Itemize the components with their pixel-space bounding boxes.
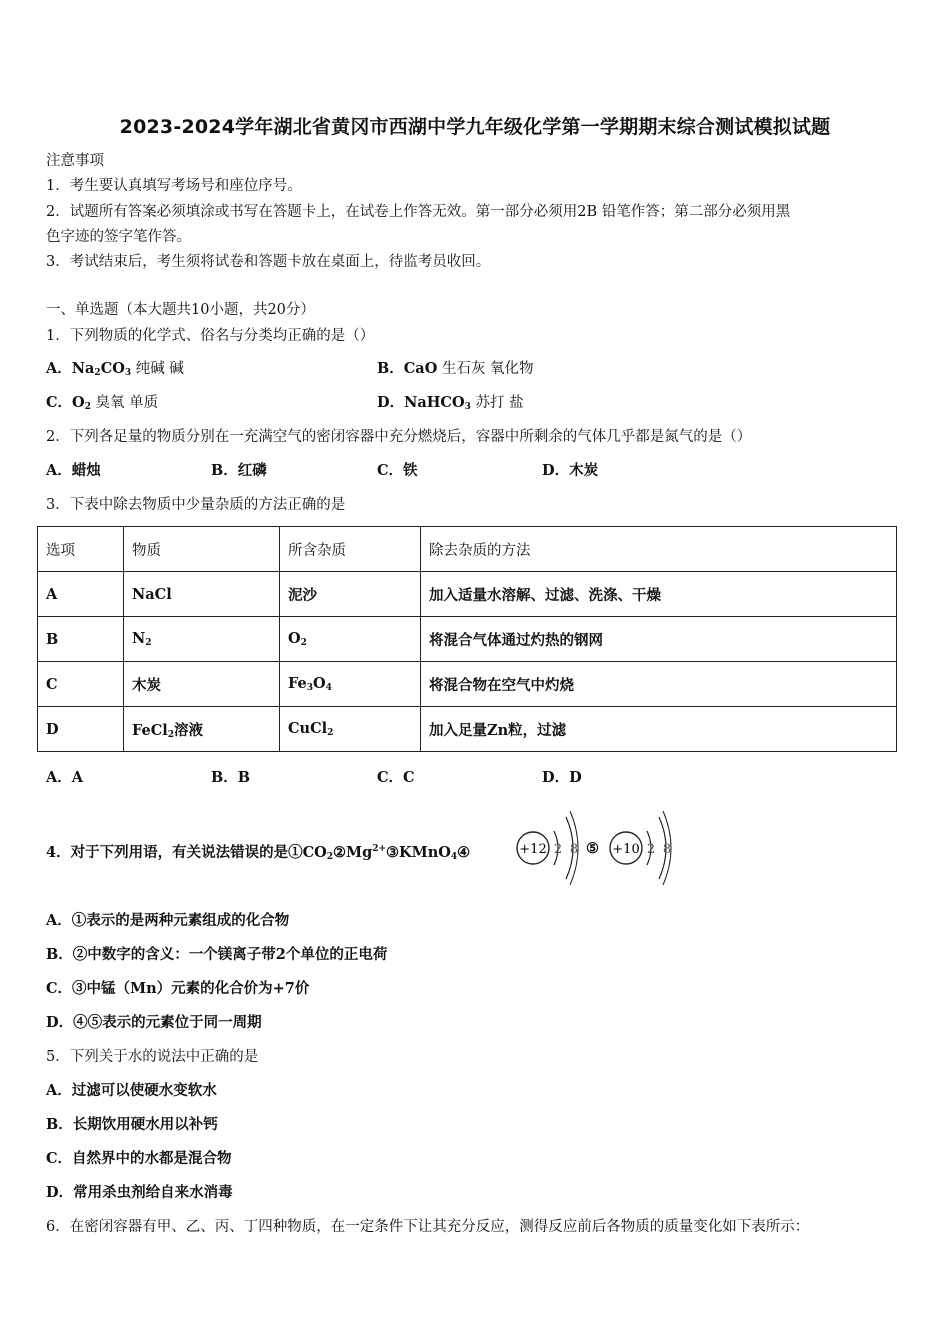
table-row	[38, 662, 897, 707]
atom-structure-diagram-1	[514, 805, 594, 891]
impurity-table	[37, 526, 897, 752]
question-4-stem: 4．对于下列用语，有关说法错误的是$①CO_2②Mg^{2+}③KMnO_4④$	[46, 844, 471, 862]
q3-option-d: D．D	[542, 769, 582, 786]
q5-option-b: B．长期饮用硬水用以补钙	[46, 1116, 218, 1133]
notice-item: 3．考试结束后，考生须将试卷和答题卡放在桌面上，待监考员收回。	[46, 254, 491, 270]
q3-option-b: B．B	[211, 769, 251, 786]
table-header-row	[38, 527, 897, 572]
q2-option-a: A．蜡烛	[46, 462, 101, 479]
question-5-stem: 5．下列关于水的说法中正确的是	[46, 1049, 259, 1065]
table-header-cell: 选项	[38, 527, 124, 572]
shell-electrons: 2	[646, 842, 656, 857]
table-row	[38, 707, 897, 752]
table-header-cell: 物质	[124, 527, 280, 572]
q1-option-b: B．CaO 生石灰 氧化物	[377, 360, 534, 377]
question-2-stem: 2．下列各足量的物质分别在一充满空气的密闭容器中充分燃烧后，容器中所剩余的气体几乎都是氮气的是（）	[46, 429, 752, 445]
table-cell: D	[38, 707, 124, 752]
notice-item: 1．考生要认真填写考场号和座位序号。	[46, 178, 302, 194]
q2-option-b: B．红磷	[211, 462, 267, 479]
question-1-stem: 1．下列物质的化学式、俗名与分类均正确的是（）	[46, 328, 375, 344]
marker-5: ⑤	[586, 840, 599, 857]
q4-option-c: C．③中锰（Mn）元素的化合价为+7价	[46, 980, 310, 997]
q5-option-d: D．常用杀虫剂给自来水消毒	[46, 1184, 233, 1201]
table-cell: $O_2$	[280, 617, 421, 662]
nucleus-charge: +12	[519, 842, 547, 857]
question-3-stem: 3．下表中除去物质中少量杂质的方法正确的是	[46, 497, 346, 513]
q3-option-c: C．C	[377, 769, 415, 786]
q5-option-a: A．过滤可以使硬水变软水	[46, 1082, 217, 1099]
table-cell: B	[38, 617, 124, 662]
q2-option-d: D．木炭	[542, 462, 599, 479]
table-cell: FeCl$_2$溶液	[124, 707, 280, 752]
shell-electrons: 8	[662, 842, 672, 857]
table-cell: CuCl$_2$	[280, 707, 421, 752]
q1-option-a: A．$Na_2CO_3$ 纯碱 碱	[46, 360, 184, 378]
notice-item: 色字迹的签字笔作答。	[46, 229, 191, 245]
notice-item: 2．试题所有答案必须填涂或书写在答题卡上，在试卷上作答无效。第一部分必须用2B 铅笔作答；第二部分必须用黑	[46, 204, 791, 220]
table-cell: 将混合物在空气中灼烧	[421, 662, 897, 707]
page-title: 2023-2024学年湖北省黄冈市西湖中学九年级化学第一学期期末综合测试模拟试题	[119, 116, 831, 138]
table-cell: A	[38, 572, 124, 617]
notice-heading: 注意事项	[46, 153, 104, 169]
table-row	[38, 617, 897, 662]
table-cell: 木炭	[124, 662, 280, 707]
table-cell: 加入足量Zn粒，过滤	[421, 707, 897, 752]
q4-option-d: D．④⑤表示的元素位于同一周期	[46, 1014, 262, 1031]
table-cell: 加入适量水溶解、过滤、洗涤、干燥	[421, 572, 897, 617]
question-6-stem: 6．在密闭容器有甲、乙、丙、丁四种物质，在一定条件下让其充分反应，测得反应前后各物质的质量变化如下表所示：	[46, 1219, 810, 1235]
q4-option-a: A．①表示的是两种元素组成的化合物	[46, 912, 290, 929]
shell-electrons: 2	[553, 842, 563, 857]
q1-option-c: C．$O_2$ 臭氧 单质	[46, 394, 159, 412]
q5-option-c: C．自然界中的水都是混合物	[46, 1150, 232, 1167]
table-cell: NaCl	[124, 572, 280, 617]
q3-option-a: A．A	[46, 769, 84, 786]
q1-option-d: D．NaHCO$_3$ 苏打 盐	[377, 394, 524, 412]
shell-electrons: 8	[569, 842, 579, 857]
section-heading: 一、单选题（本大题共10小题，共20分）	[46, 302, 315, 318]
table-header-cell: 除去杂质的方法	[421, 527, 897, 572]
table-cell: 将混合气体通过灼热的钢网	[421, 617, 897, 662]
q2-option-c: C．铁	[377, 462, 418, 479]
q4-option-b: B．②中数字的含义：一个镁离子带2个单位的正电荷	[46, 946, 388, 963]
atom-structure-diagram-2	[607, 805, 687, 891]
table-cell: $N_2$	[124, 617, 280, 662]
table-row	[38, 572, 897, 617]
table-cell: 泥沙	[280, 572, 421, 617]
table-cell: C	[38, 662, 124, 707]
table-header-cell: 所含杂质	[280, 527, 421, 572]
table-cell: $Fe_3O_4$	[280, 662, 421, 707]
nucleus-charge: +10	[612, 842, 640, 857]
